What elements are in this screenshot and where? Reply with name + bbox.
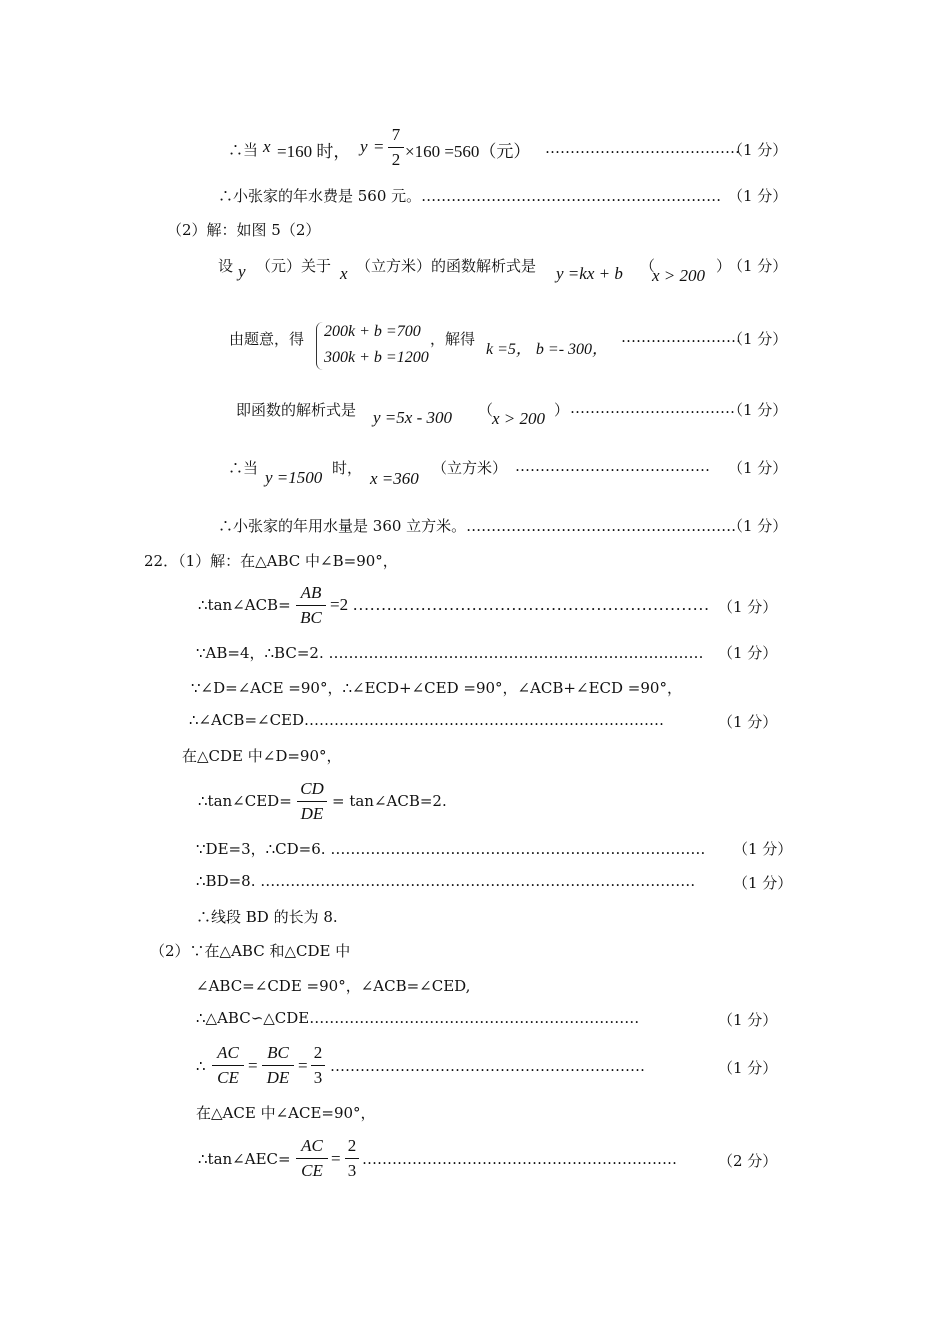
- numerator: AB: [300, 583, 322, 602]
- score: （1 分）: [718, 598, 778, 616]
- numerator: 7: [391, 125, 401, 144]
- line-triangle-ace: [0, 1097, 950, 1137]
- equation-2: 300k + b =1200: [324, 349, 429, 366]
- equals: =: [298, 1056, 308, 1075]
- dot-leader: ………………………………………………………: [330, 1057, 645, 1075]
- line-function-setup: [0, 250, 950, 290]
- text: 时，: [332, 459, 363, 477]
- score: （1 分）: [728, 141, 788, 159]
- fraction-bar: [262, 1065, 294, 1066]
- text: （立方米）: [432, 459, 508, 477]
- line-similar-triangles: [0, 1004, 950, 1044]
- numerator: 2: [313, 1043, 323, 1062]
- var-y: y: [238, 262, 246, 281]
- var-y: y: [360, 137, 368, 156]
- text: =2 ………………………………………………………: [330, 595, 710, 614]
- text: ∴∠ACB=∠CED………………………………………………………………: [189, 711, 665, 729]
- line-ratio: [0, 1043, 950, 1087]
- text: ∴线段 BD 的长为 8.: [196, 908, 338, 926]
- text: ∴tan∠ACB=: [198, 596, 291, 614]
- score: （1 分）: [728, 257, 788, 275]
- score: （1 分）: [728, 187, 788, 205]
- fraction-bar: [296, 1158, 328, 1159]
- text: ∴: [196, 1057, 206, 1075]
- numerator: BC: [267, 1043, 289, 1062]
- brace: [316, 322, 323, 370]
- denominator: CE: [301, 1161, 323, 1180]
- text: 22．（1）解：在△ABC 中∠B=90°，: [144, 552, 398, 570]
- text: ∴当: [228, 459, 259, 477]
- solution: k =5， b =- 300，: [486, 341, 609, 358]
- condition: x > 200: [492, 409, 546, 428]
- score: （1 分）: [728, 517, 788, 535]
- equation-1: 200k + b =700: [324, 323, 421, 340]
- text: ∴小张家的年用水量是 360 立方米。………………………………………………: [218, 517, 737, 535]
- dot-leader: ……………………: [621, 328, 741, 346]
- text: （立方米）的函数解析式是: [356, 257, 537, 275]
- fraction-2-3: [311, 1043, 325, 1088]
- fraction-bar: [388, 147, 404, 148]
- line-bc-value: [0, 637, 950, 677]
- text: （2）解：如图 5（2）: [167, 221, 321, 239]
- equals: =: [374, 137, 384, 156]
- text: ，解得: [430, 330, 476, 348]
- dot-leader: ………………………………………………………: [362, 1150, 677, 1168]
- text: ∴△ABC∽△CDE…………………………………………………………: [196, 1009, 640, 1027]
- text: ∴当: [228, 141, 259, 159]
- condition: x > 200: [652, 266, 706, 285]
- fraction-2-3: [345, 1136, 359, 1181]
- line-part2-q22: [0, 935, 950, 975]
- fraction-bar: [297, 801, 327, 802]
- line-when-y-1500: [0, 452, 950, 492]
- numerator: CD: [300, 779, 324, 798]
- text: ∴tan∠AEC=: [198, 1150, 291, 1168]
- fraction-bc-de: [262, 1043, 294, 1088]
- text: ∵AB=4，∴BC=2. …………………………………………………………………: [196, 644, 704, 662]
- text: 设: [218, 257, 234, 275]
- numerator: 2: [347, 1136, 357, 1155]
- fraction: [296, 583, 326, 628]
- denominator: DE: [266, 1068, 290, 1087]
- fraction-ac-ce: [296, 1136, 328, 1181]
- score: （1 分）: [728, 459, 788, 477]
- text: ∴BD=8. ……………………………………………………………………………: [196, 872, 696, 890]
- text: （元）关于: [256, 257, 332, 275]
- y-equation: y =1500: [265, 468, 323, 487]
- line-q22-heading: [0, 545, 950, 585]
- line-part2-heading: [0, 215, 950, 255]
- var-x: x: [263, 137, 271, 156]
- text: ×160 =560（元）: [405, 142, 531, 161]
- dot-leader: …………………………………: [515, 457, 710, 475]
- text: （2）∵在△ABC 和△CDE 中: [150, 942, 351, 960]
- paren: （: [640, 257, 656, 275]
- text: 即函数的解析式是: [236, 401, 357, 419]
- fraction-bar: [311, 1065, 325, 1066]
- text: ∠ABC=∠CDE =90°，∠ACB=∠CED,: [196, 977, 471, 995]
- fraction-bar: [296, 605, 326, 606]
- formula: y =kx + b: [556, 264, 623, 283]
- score: （1 分）: [728, 330, 788, 348]
- denominator: CE: [217, 1068, 239, 1087]
- denominator: DE: [300, 804, 324, 823]
- fraction: [388, 125, 404, 170]
- score: （1 分）: [733, 840, 793, 858]
- numerator: AC: [217, 1043, 239, 1062]
- paren: ）: [716, 257, 732, 275]
- score: （2 分）: [718, 1152, 778, 1170]
- var-x: x: [340, 264, 348, 283]
- paren: （: [478, 401, 494, 419]
- denominator: BC: [300, 608, 322, 627]
- text: = tan∠ACB=2.: [332, 792, 447, 810]
- score: （1 分）: [718, 713, 778, 731]
- line-tan-aec: [0, 1136, 950, 1180]
- fraction-ac-ce: [212, 1043, 244, 1088]
- text: 在△ACE 中∠ACE=90°，: [196, 1104, 376, 1122]
- denominator: 3: [313, 1068, 323, 1087]
- score: （1 分）: [718, 644, 778, 662]
- line-tan-acb: [0, 583, 950, 627]
- fraction-bar: [345, 1158, 359, 1159]
- line-water-fee-calc: [0, 125, 950, 170]
- line-system-equations: [0, 318, 950, 366]
- fraction-bar: [212, 1065, 244, 1066]
- denominator: 2: [391, 150, 401, 169]
- equals: =: [331, 1149, 341, 1168]
- numerator: AC: [301, 1136, 323, 1155]
- score: （1 分）: [718, 1011, 778, 1029]
- score: （1 分）: [733, 874, 793, 892]
- text: ∵∠D=∠ACE =90°，∴∠ECD+∠CED =90°，∠ACB+∠ECD =90°，: [191, 679, 682, 697]
- text: ∴tan∠CED=: [198, 792, 292, 810]
- line-function-result: [0, 393, 950, 433]
- text: =160 时，: [277, 142, 351, 161]
- line-tan-ced: [0, 779, 950, 823]
- text: ∴小张家的年水费是 560 元。……………………………………………………: [218, 187, 722, 205]
- x-equation: x =360: [370, 469, 419, 488]
- score: （1 分）: [718, 1059, 778, 1077]
- equals: =: [248, 1056, 258, 1075]
- paren: ）: [554, 401, 570, 419]
- line-triangle-cde: [0, 740, 950, 780]
- line-annual-fee: [0, 180, 950, 220]
- fraction: [297, 779, 327, 824]
- denominator: 3: [347, 1161, 357, 1180]
- line-annual-usage: [0, 510, 950, 550]
- formula: y =5x - 300: [373, 408, 452, 427]
- dot-leader: …………………………………: [545, 139, 740, 157]
- text: 由题意，得: [229, 330, 305, 348]
- text: ∵DE=3，∴CD=6. …………………………………………………………………: [196, 840, 706, 858]
- score: （1 分）: [728, 401, 788, 419]
- dot-leader: ……………………………: [570, 399, 735, 417]
- text: 在△CDE 中∠D=90°，: [182, 747, 342, 765]
